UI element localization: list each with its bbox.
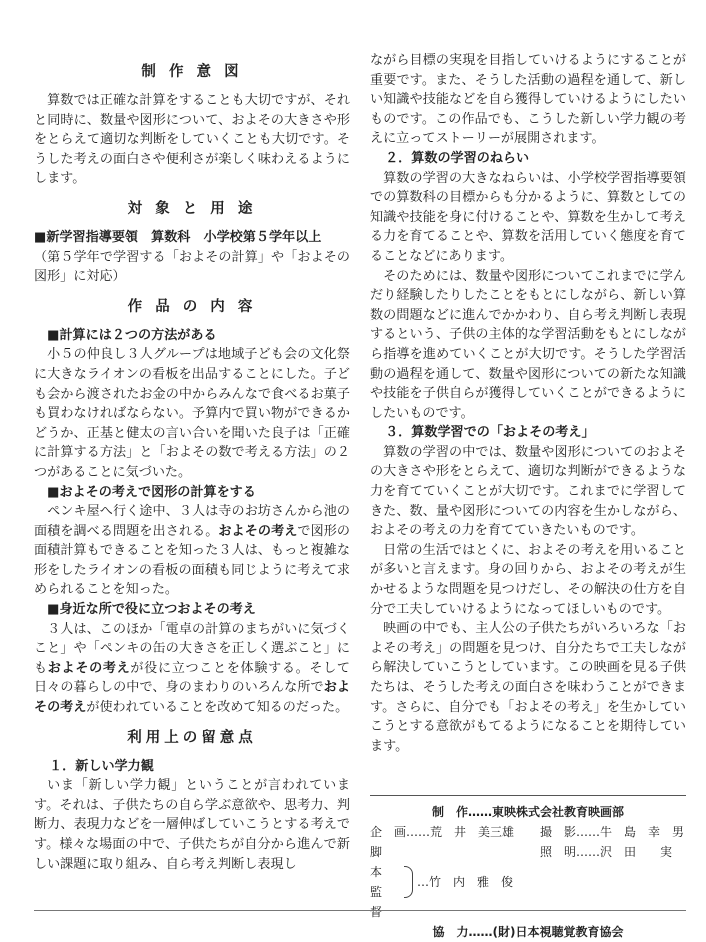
credit-planning: 企 画……荒 井 美三雄 <box>370 825 515 839</box>
credit-script-director-name: …竹 内 雅 俊 <box>417 875 514 889</box>
heading-target-use: 対 象 と 用 途 <box>127 200 257 217</box>
heading-production-intent: 制 作 意 図 <box>141 64 243 80</box>
subsection-text-2 <box>34 502 350 600</box>
subsection-title-2: ■およその考えで図形の計算をする <box>47 484 256 500</box>
intro-paragraph: 算数では正確な計算をすることも大切ですが、それと同時に、数量や図形について、およその大きさや形をとらえて適切な判断をしていくことも大切です。そうした考えの面白さや便利さが楽しく味わえるようにします。 <box>34 93 350 187</box>
note-title-1: １．新しい学力観 <box>49 758 154 774</box>
credit-lighting: 照 明……沢 田 実 <box>540 845 673 859</box>
note-3-paragraph-2: 日常の生活ではとくに、およその考えを用いることが多いと言えます。身の回りから、およその考えが生かせるような問題を見つけだし、その解決の仕方を自分で工夫していけるようになってほしいものです。 <box>370 542 686 617</box>
note-3-paragraph-3: 映画の中でも、主人公の子供たちがいろいろな「およその考え」の問題を見つけ、自分たちで工夫しながら解決していこうとしています。この映画を見る子供たちは、そうした考えの面白さを味わうことができます。さらに、自分でも「およその考え」を生かしていこうとする意欲がもてるようになることを期待しています。 <box>370 621 686 754</box>
note-3-paragraph-1: 算数の学習の中では、数量や図形についてのおよその大きさや形をとらえて、適切な判断ができるような力を育てていくことが大切です。これまでに学習してきた、数、量や図形についての内容を生かしながら、およその考えの力を育てていきたいものです。 <box>370 444 686 539</box>
text-fragment: ３人は、このほか「電卓の計算のまちがいに気づくこと」や「ペンキの缶の大きさを正しく選ぶこと」にも <box>34 621 350 676</box>
footer-divider <box>34 910 686 911</box>
brace-icon <box>404 866 413 898</box>
bold-term: およその考え <box>218 523 298 539</box>
text-fragment: が役に立つことを体験する。そして日々の暮らしの中で、身のまわりのいろんな所で <box>34 660 351 696</box>
note-2-paragraph-2: そのためには、数量や図形についてこれまでに学んだり経験したりしたことをもとにしながら、新しい算数の問題などに進んでかかわり、自ら考え判断し表現するという、子供の主体的な学習活動をもとにしながら指導を進めていくことが大切です。そうした学習活動の過程を通して、数量や図形についての新たな知識や技能を子供自らが獲得していくことができるようにしたいものです。 <box>370 268 686 421</box>
text-fragment: ペンキ屋へ行く途中、３人は寺のお坊さんから池の面積を調べる問題を出される。 <box>34 504 350 539</box>
target-line-2: （第５学年で学習する「およその計算」や「およその図形」に対応） <box>34 249 350 285</box>
text-fragment: が使われていることを改めて知るのだった。 <box>86 700 349 716</box>
credit-production: 制 作……東映株式会社教育映画部 <box>431 805 624 819</box>
text-fragment: で図形の面積計算もできることを知った３人は、もっと複雑な形をしたライオンの看板の面積も同じように考えて求められることを知った。 <box>34 523 351 598</box>
subsection-text-3 <box>34 620 350 718</box>
target-line-1: ■新学習指導要領 算数科 小学校第５学年以上 <box>34 229 322 245</box>
note-title-2: ２．算数の学習のねらい <box>385 150 530 166</box>
heading-content: 作 品 の 内 容 <box>127 298 257 315</box>
subsection-title-1: ■計算には２つの方法がある <box>47 327 217 343</box>
left-column <box>34 52 350 874</box>
credits-block <box>370 795 686 942</box>
heading-usage-notes: 利用上の留意点 <box>127 729 257 746</box>
note-text-1: いま「新しい学力観」ということが言われています。それは、子供たちの自ら学ぶ意欲や、思考力、判断力、表現力などを一層伸ばしていこうとする考えです。様々な場面の中で、子供たちが自分から進んで新しい課題に取り組み、自ら考え判断し表現し <box>34 778 350 872</box>
subsection-text-1: 小５の仲良し３人グループは地域子ども会の文化祭に大きなライオンの看板を出品することにした。子ども会から渡されたお金の中からみんなで食べるお菓子も買わなければならない。予算内で買い物ができるかどうか、正基と健太の言い合いを聞いた良子は「正確に計算する方法」と「およその数で考える方法」の２つがあることに気づいた。 <box>34 347 350 480</box>
credit-director-label: 監 督 <box>370 885 395 919</box>
credit-cooperation: 協 力……(財)日本視聴覚教育協会 <box>432 925 624 939</box>
credit-row-1 <box>370 822 686 842</box>
note-2-paragraph-1: 算数の学習の大きなねらいは、小学校学習指導要領での算数科の目標からも分かるように、算数としての知識や技能を身に付けることや、算数を生かして考える力を育てることや、算数を活用していく態度を育てることなどにあります。 <box>370 170 686 264</box>
subsection-title-3: ■身近な所で役に立つおよその考え <box>47 602 256 618</box>
credit-script-label: 脚 本 <box>370 845 395 879</box>
note-title-3: ３．算数学習での「およその考え」 <box>385 425 595 441</box>
note-text-1-continued: ながら目標の実現を目指していけるようにすることが重要です。また、そうした活動の過程を通して、新しい知識や技能などを自ら獲得していけるようにしたいものです。この作品でも、こうした新しい学力観の考えに立ってストーリーが展開されます。 <box>370 53 686 147</box>
credit-camera: 撮 影……牛 島 幸 男 <box>540 825 685 839</box>
bold-term: およその考え <box>47 660 131 676</box>
right-column <box>370 51 686 756</box>
bold-term: およその考え <box>34 680 350 716</box>
